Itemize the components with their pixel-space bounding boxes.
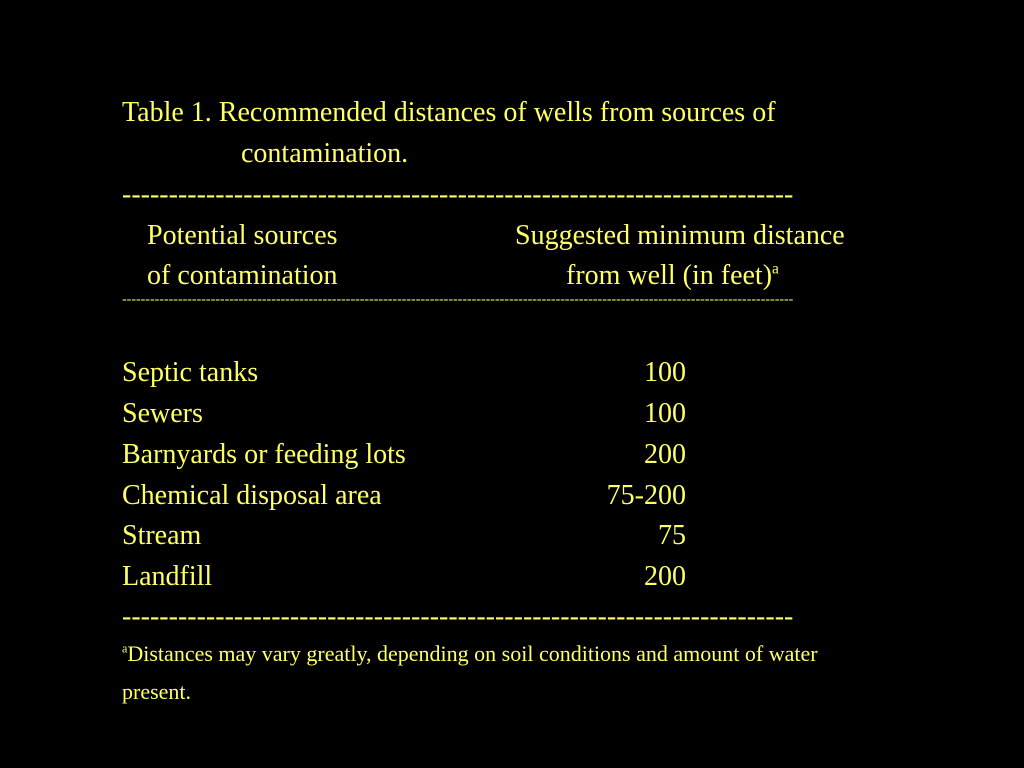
table-row-distance: 200	[644, 439, 686, 470]
table-row-distance: 75-200	[606, 480, 686, 511]
distance-footnote-marker: a	[772, 260, 779, 278]
table-row-source: Chemical disposal area	[122, 480, 382, 511]
header-bottom-rule: ------------------------------------------------------------------------------------------------------------------------------------------------	[122, 293, 794, 307]
footnote	[122, 643, 818, 665]
column-header-source-line1: Potential sources	[147, 220, 338, 251]
table-row-distance: 100	[644, 357, 686, 388]
top-rule: ------------------------------------------------------------------------	[122, 181, 794, 209]
table-row-distance: 200	[644, 561, 686, 592]
table-row-source: Landfill	[122, 561, 213, 592]
table-title: Table 1. Recommended distances of wells from sources of	[122, 97, 776, 128]
column-header-source-line2: of contamination	[147, 260, 338, 291]
table-row-source: Stream	[122, 520, 202, 551]
table-title-continued: contamination.	[241, 138, 409, 169]
column-header-distance-line1: Suggested minimum distance	[515, 220, 845, 251]
column-header-distance-line2	[566, 262, 779, 290]
footnote-marker: a	[122, 641, 128, 656]
table-row-source: Barnyards or feeding lots	[122, 439, 406, 470]
table-row-source: Septic tanks	[122, 357, 259, 388]
table-bottom-rule: ------------------------------------------------------------------------	[122, 603, 794, 631]
table-row-source: Sewers	[122, 398, 203, 429]
footnote-continued: present.	[122, 679, 192, 704]
distance-header-text: from well (in feet)	[566, 260, 773, 291]
table-row-distance: 75	[658, 520, 686, 551]
footnote-text: Distances may vary greatly, depending on soil conditions and amount of water	[127, 641, 818, 666]
table-row-distance: 100	[644, 398, 686, 429]
